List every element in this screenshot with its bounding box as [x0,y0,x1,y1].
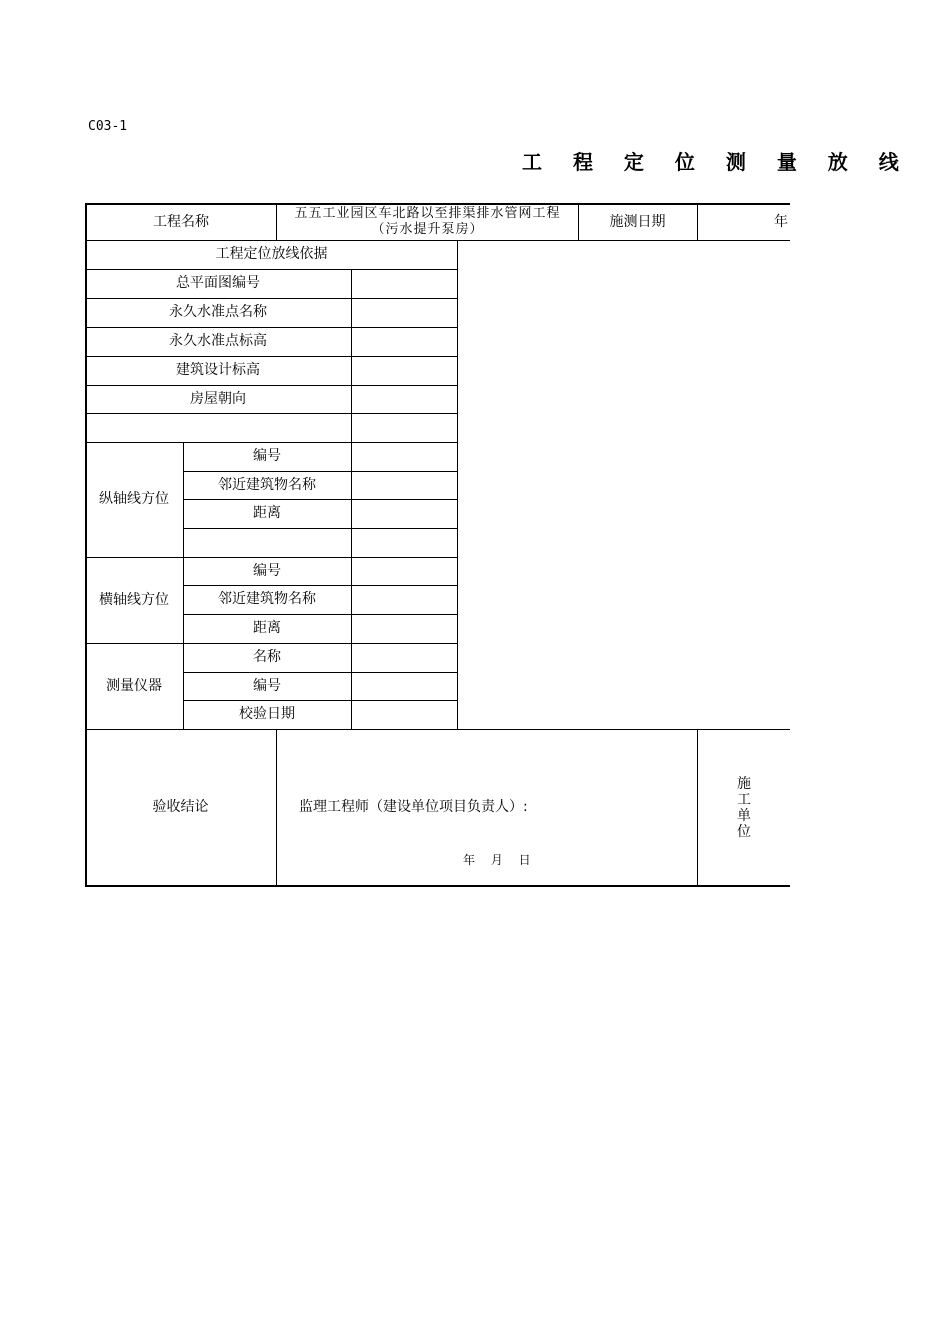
instrument-label: 测量仪器 [106,677,162,694]
instrument-number-label: 编号 [253,677,281,694]
benchmark-elevation-field[interactable] [351,327,457,356]
survey-form-table [85,203,790,888]
transverse-distance-label: 距离 [253,620,281,637]
survey-date-value[interactable]: 年 [774,213,788,230]
instrument-name-field[interactable] [351,643,457,672]
transverse-number-label: 编号 [253,562,281,579]
form-code: C03-1 [88,119,128,134]
master-plan-number-label: 总平面图编号 [176,275,260,292]
basis-heading: 工程定位放线依据 [215,246,328,263]
survey-date-label: 施测日期 [609,213,666,230]
benchmark-elevation-label: 永久水准点标高 [169,333,267,350]
page-title: 工 程 定 位 测 量 放 线 [522,150,911,174]
longitudinal-blank-label [183,528,351,557]
contractor-label: 施 工 单 位 [737,776,751,840]
transverse-axis-label: 横轴线方位 [99,591,169,608]
transverse-number-field[interactable] [351,557,457,585]
benchmark-name-field[interactable] [351,298,457,327]
master-plan-number-field[interactable] [351,269,457,298]
longitudinal-nearby-building-label: 邻近建筑物名称 [218,476,316,493]
transverse-distance-field[interactable] [351,614,457,643]
longitudinal-axis-label: 纵轴线方位 [99,491,169,508]
longitudinal-distance-field[interactable] [351,499,457,528]
transverse-nearby-building-label: 邻近建筑物名称 [218,591,316,608]
instrument-name-label: 名称 [253,649,281,666]
supervisor-sign-date[interactable]: 年 月 日 [463,852,531,867]
calibration-date-field[interactable] [351,700,457,729]
longitudinal-number-field[interactable] [351,442,457,471]
longitudinal-blank-field[interactable] [351,528,457,557]
transverse-nearby-building-field[interactable] [351,585,457,614]
design-elevation-label: 建筑设计标高 [176,362,260,379]
longitudinal-number-label: 编号 [253,448,281,465]
project-name-label: 工程名称 [153,213,209,230]
supervisor-signature-label: 监理工程师（建设单位项目负责人）: [299,798,528,815]
blank-row-field[interactable] [351,413,457,442]
building-orientation-label: 房屋朝向 [190,390,246,407]
calibration-date-label: 校验日期 [239,706,295,723]
blank-row-label [85,413,351,442]
design-elevation-field[interactable] [351,356,457,385]
longitudinal-nearby-building-field[interactable] [351,471,457,499]
project-name-value[interactable]: 五五工业园区车北路以至排渠排水管网工程（污水提升泵房） [294,206,561,237]
instrument-number-field[interactable] [351,672,457,700]
longitudinal-distance-label: 距离 [253,505,281,522]
benchmark-name-label: 永久水准点名称 [169,304,267,321]
acceptance-conclusion-label: 验收结论 [152,798,209,815]
building-orientation-field[interactable] [351,385,457,413]
